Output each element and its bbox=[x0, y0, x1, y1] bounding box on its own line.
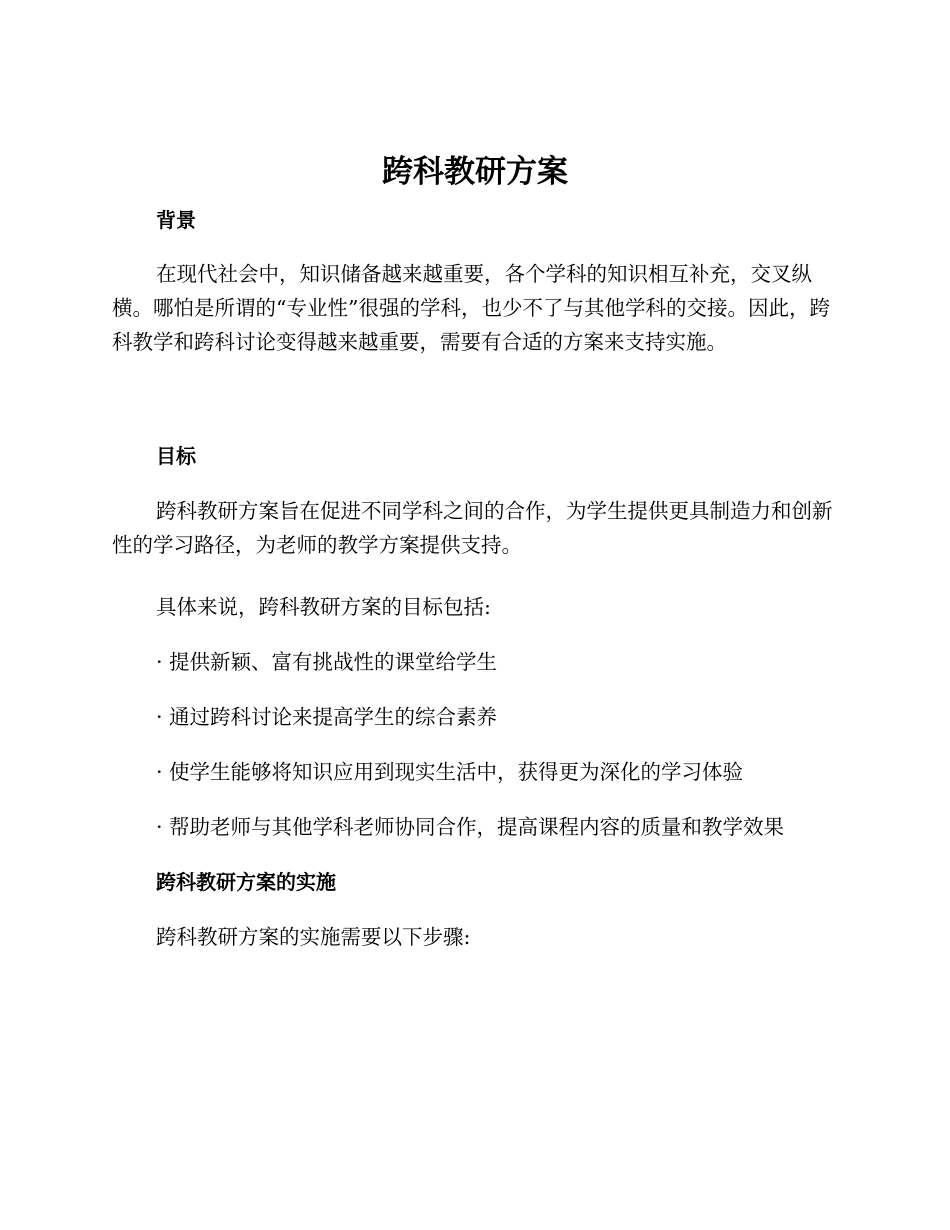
goals-intro: 具体来说，跨科教研方案的目标包括: bbox=[156, 595, 491, 619]
document-title: 跨科教研方案 bbox=[382, 154, 568, 190]
section-heading-goals: 目标 bbox=[156, 444, 196, 468]
goals-paragraph: 跨科教研方案旨在促进不同学科之间的合作，为学生提供更具制造力和创新性的学习路径，为老师的教学方案提供支持。 bbox=[112, 499, 833, 557]
goal-bullet-item: · 帮助老师与其他学科老师协同合作，提高课程内容的质量和教学效果 bbox=[156, 815, 785, 839]
implementation-intro: 跨科教研方案的实施需要以下步骤: bbox=[156, 925, 471, 949]
goal-bullet-item: · 通过跨科讨论来提高学生的综合素养 bbox=[156, 705, 498, 729]
background-paragraph: 在现代社会中，知识储备越来越重要，各个学科的知识相互补充，交叉纵横。哪怕是所谓的“专业性”很强的学科，也少不了与其他学科的交接。因此，跨科教学和跨科讨论变得越来越重要，需要有合适的方案来支持实施。 bbox=[112, 262, 830, 354]
goal-bullet-item: · 提供新颖、富有挑战性的课堂给学生 bbox=[156, 650, 498, 674]
section-heading-implementation: 跨科教研方案的实施 bbox=[156, 870, 336, 894]
goal-bullet-item: · 使学生能够将知识应用到现实生活中，获得更为深化的学习体验 bbox=[156, 760, 744, 784]
section-heading-background: 背景 bbox=[156, 208, 196, 232]
